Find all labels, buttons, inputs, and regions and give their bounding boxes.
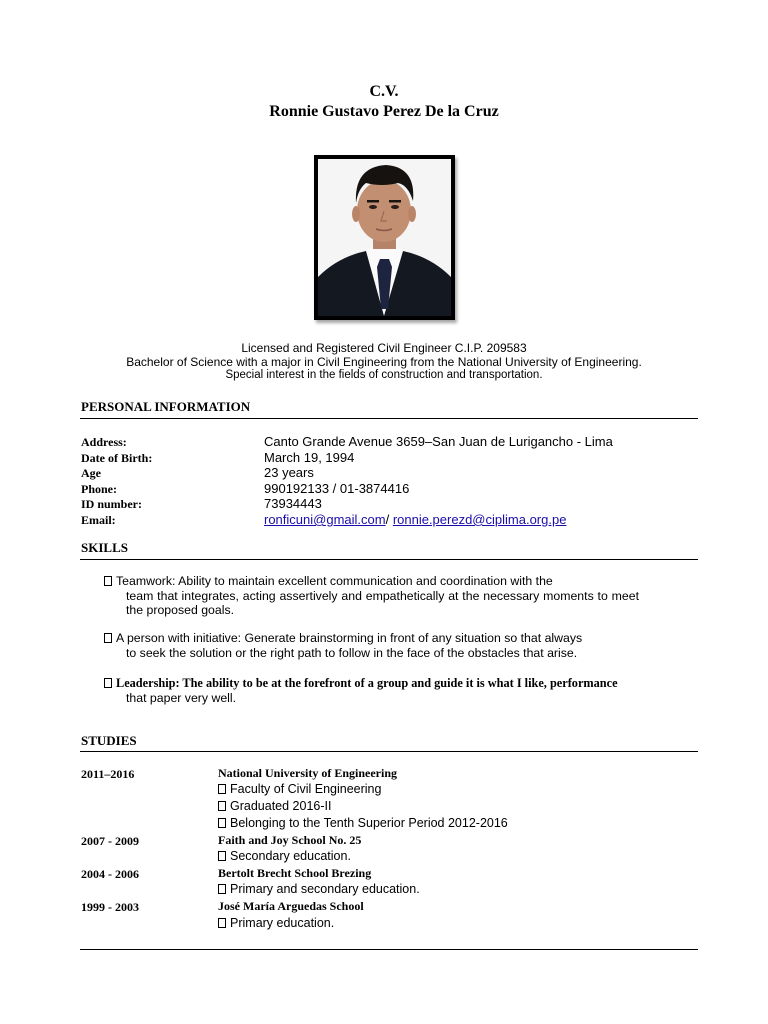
bottom-divider (80, 949, 698, 950)
address-label: Address: (81, 435, 127, 449)
dob-value: March 19, 1994 (264, 450, 355, 465)
bullet-box-icon (218, 851, 226, 861)
study-years: 2011–2016 (81, 767, 135, 781)
age-value: 23 years (264, 465, 314, 480)
skill-initiative: A person with initiative: Generate brainstorming in front of any situation so that always to seek the solution or the right path to follow in the face of the obstacles that arise. (104, 631, 639, 660)
full-name: Ronnie Gustavo Perez De la Cruz (269, 103, 499, 120)
study-school: National University of Engineering (218, 766, 397, 780)
study-school: José María Arguedas School (218, 899, 364, 913)
bullet-box-icon (218, 801, 226, 811)
phone-value: 990192133 / 01-3874416 (264, 481, 410, 496)
skill-leadership: Leadership: The ability to be at the forefront of a group and guide it is what I like, performance that paper very well. (104, 676, 664, 705)
skills-heading: SKILLS (81, 540, 128, 555)
email-link-cip[interactable]: ronnie.perezd@ciplima.org.pe (392, 512, 567, 527)
study-item: Primary education. (218, 916, 334, 930)
id-number-value: 73934443 (264, 496, 322, 511)
dob-label: Date of Birth: (81, 451, 153, 465)
bullet-box-icon (218, 918, 226, 928)
bullet-box-icon (218, 784, 226, 794)
study-item: Secondary education. (218, 849, 351, 863)
bullet-box-icon (104, 633, 112, 643)
email-label: Email: (81, 513, 116, 527)
interest-line: Special interest in the fields of construction and transportation. (225, 369, 543, 381)
personal-info-heading: PERSONAL INFORMATION (81, 399, 251, 414)
document-title: C.V. (369, 83, 399, 100)
degree-line: Bachelor of Science with a major in Civil Engineering from the National University of Engineering. (126, 355, 642, 369)
section-divider (80, 559, 698, 560)
portrait-icon (318, 159, 451, 316)
study-years: 1999 - 2003 (81, 900, 139, 914)
skill-teamwork: Teamwork: Ability to maintain excellent communication and coordination with the team that integrates, acting assertively and empathetically at the necessary moments to meet the proposed goals. (104, 574, 639, 618)
study-years: 2004 - 2006 (81, 867, 139, 881)
study-item: Faculty of Civil Engineering (218, 782, 381, 796)
study-item: Belonging to the Tenth Superior Period 2012-2016 (218, 816, 508, 830)
id-number-label: ID number: (81, 497, 143, 511)
bullet-box-icon (104, 576, 112, 586)
study-item: Graduated 2016-II (218, 799, 331, 813)
license-line: Licensed and Registered Civil Engineer C.I.P. 209583 (241, 341, 527, 355)
address-value: Canto Grande Avenue 3659–San Juan de Lurigancho - Lima (264, 434, 613, 449)
email-separator: / (385, 512, 393, 527)
portrait-photo (314, 155, 455, 320)
email-value (264, 512, 566, 527)
section-divider (80, 418, 698, 419)
study-item: Primary and secondary education. (218, 882, 420, 896)
study-school: Bertolt Brecht School Brezing (218, 866, 372, 880)
email-link-gmail[interactable]: ronficuni@gmail.com (264, 512, 386, 527)
study-years: 2007 - 2009 (81, 834, 139, 848)
studies-heading: STUDIES (81, 733, 137, 748)
phone-label: Phone: (81, 482, 117, 496)
section-divider (80, 751, 698, 752)
bullet-box-icon (218, 818, 226, 828)
age-label: Age (81, 466, 101, 480)
bullet-box-icon (218, 884, 226, 894)
bullet-box-icon (104, 678, 112, 688)
study-school: Faith and Joy School No. 25 (218, 833, 362, 847)
